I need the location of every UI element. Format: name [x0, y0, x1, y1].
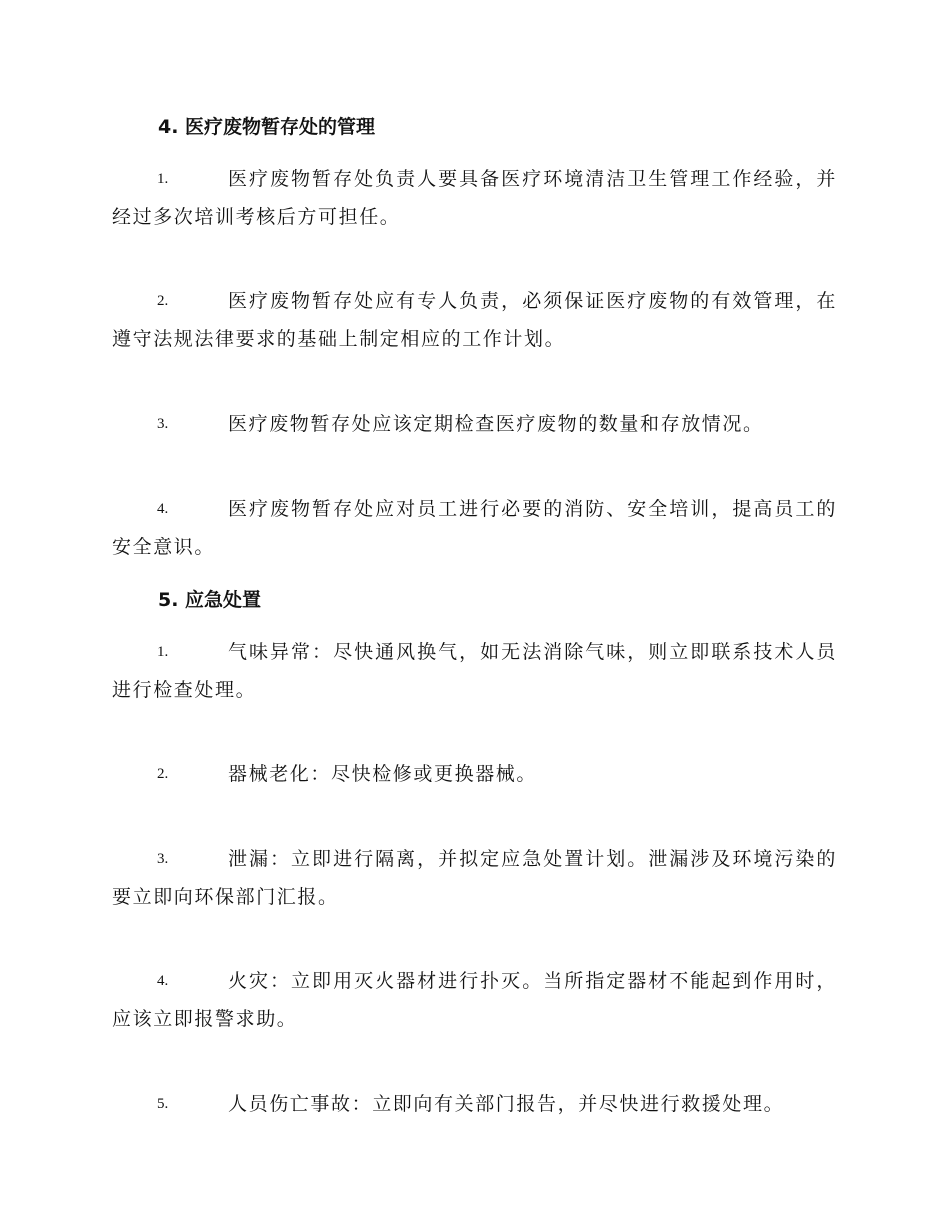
list-item — [112, 1085, 837, 1123]
item-number: 1. — [157, 644, 169, 660]
item-text: 泄漏：立即进行隔离，并拟定应急处置计划。泄漏涉及环境污染的要立即向环保部门汇报。 — [112, 848, 837, 908]
item-text: 器械老化：尽快检修或更换器械。 — [228, 763, 538, 785]
item-text: 火灾：立即用灭火器材进行扑灭。当所指定器材不能起到作用时，应该立即报警求助。 — [112, 970, 837, 1030]
item-text: 医疗废物暂存处应该定期检查医疗废物的数量和存放情况。 — [228, 413, 764, 435]
item-text: 人员伤亡事故：立即向有关部门报告，并尽快进行救援处理。 — [228, 1093, 785, 1115]
list-item — [112, 962, 837, 1038]
section-heading-emergency: 5. 应急处置 — [158, 589, 262, 611]
item-number: 4. — [157, 501, 169, 517]
item-number: 3. — [157, 416, 169, 432]
list-item — [112, 160, 837, 236]
item-text: 医疗废物暂存处应对员工进行必要的消防、安全培训，提高员工的安全意识。 — [112, 498, 837, 558]
item-text: 气味异常：尽快通风换气，如无法消除气味，则立即联系技术人员进行检查处理。 — [112, 641, 837, 701]
item-text: 医疗废物暂存处负责人要具备医疗环境清洁卫生管理工作经验，并经过多次培训考核后方可担任。 — [112, 168, 837, 228]
list-item — [112, 755, 837, 793]
item-number: 1. — [157, 171, 169, 187]
item-number: 4. — [157, 973, 169, 989]
list-item — [112, 840, 837, 916]
item-number: 3. — [157, 851, 169, 867]
list-item — [112, 282, 837, 358]
list-item — [112, 490, 837, 566]
list-item — [112, 405, 837, 443]
item-number: 5. — [157, 1096, 169, 1112]
list-item — [112, 633, 837, 709]
item-number: 2. — [157, 293, 169, 309]
item-number: 2. — [157, 766, 169, 782]
item-text: 医疗废物暂存处应有专人负责，必须保证医疗废物的有效管理，在遵守法规法律要求的基础上制定相应的工作计划。 — [112, 290, 837, 350]
section-heading-management: 4. 医疗废物暂存处的管理 — [158, 116, 376, 138]
